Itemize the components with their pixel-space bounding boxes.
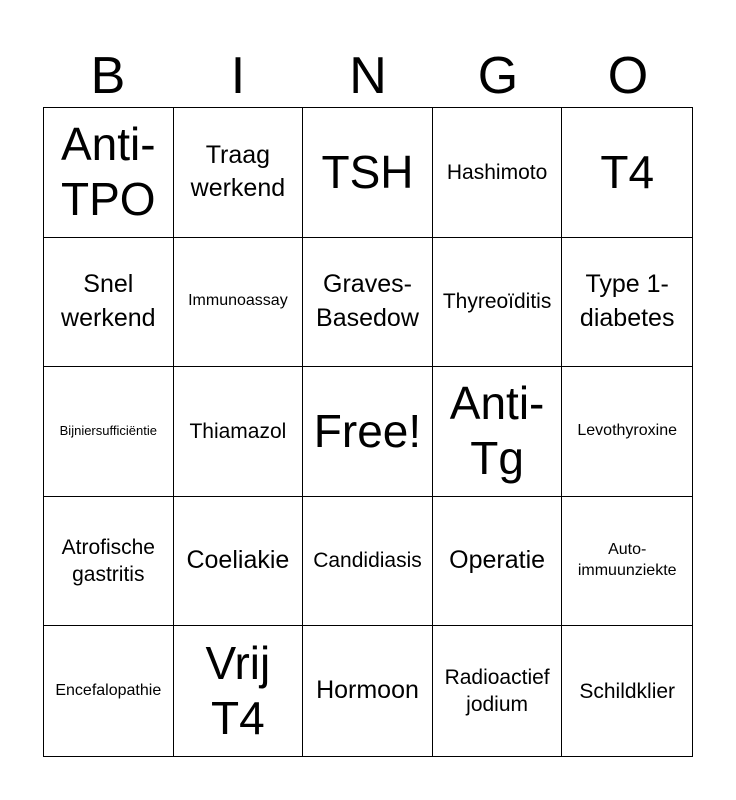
bingo-cell[interactable] <box>174 238 304 368</box>
cell-label: Type 1-diabetes <box>579 270 675 332</box>
bingo-cell[interactable] <box>174 497 304 627</box>
bingo-cell[interactable] <box>44 108 174 238</box>
cell-label: Levothyroxine <box>577 422 677 440</box>
bingo-cell[interactable] <box>562 497 692 627</box>
bingo-cell[interactable] <box>174 108 304 238</box>
bingo-cell[interactable] <box>174 626 304 756</box>
cell-label: Thiamazol <box>189 419 287 443</box>
cell-label: Encefalopathie <box>55 681 162 699</box>
bingo-cell[interactable] <box>562 238 692 368</box>
cell-label: Radioactief jodium <box>444 665 550 717</box>
cell-label: Atrofische gastritis <box>61 535 155 587</box>
bingo-cell[interactable] <box>433 238 563 368</box>
cell-label: Coeliakie <box>186 546 290 575</box>
bingo-cell[interactable] <box>303 108 433 238</box>
cell-label: Immunoassay <box>188 292 288 310</box>
cell-label: Hashimoto <box>446 160 548 184</box>
cell-label: Thyreoïditis <box>442 290 552 314</box>
cell-label: Auto-immuunziekte <box>577 541 677 580</box>
bingo-cell[interactable] <box>303 626 433 756</box>
bingo-cell[interactable] <box>433 497 563 627</box>
cell-label: Graves-Basedow <box>316 270 419 332</box>
cell-label: Vrij T4 <box>205 637 271 745</box>
cell-label: Anti-TPO <box>61 118 156 226</box>
free-space-label: Free! <box>313 404 422 457</box>
bingo-cell[interactable] <box>44 367 174 497</box>
bingo-cell[interactable] <box>174 367 304 497</box>
bingo-cell[interactable] <box>303 238 433 368</box>
cell-label: Schildklier <box>579 679 676 703</box>
header-letter-i: I <box>230 47 246 105</box>
bingo-cell[interactable] <box>433 108 563 238</box>
cell-label: Hormoon <box>316 676 419 705</box>
bingo-cell[interactable] <box>562 626 692 756</box>
header-letter-o: O <box>607 47 649 105</box>
free-space-cell[interactable] <box>303 367 433 497</box>
bingo-cell[interactable] <box>562 367 692 497</box>
cell-label: T4 <box>600 145 655 198</box>
bingo-cell[interactable] <box>44 497 174 627</box>
cell-label: Candidiasis <box>313 549 422 573</box>
header-letter-g: G <box>477 47 519 105</box>
bingo-cell[interactable] <box>562 108 692 238</box>
bingo-cell[interactable] <box>303 497 433 627</box>
cell-label: Anti-Tg <box>449 377 545 485</box>
bingo-board <box>43 107 693 757</box>
cell-label: Operatie <box>449 546 546 575</box>
bingo-header <box>43 45 693 107</box>
bingo-cell[interactable] <box>433 626 563 756</box>
bingo-cell[interactable] <box>44 626 174 756</box>
cell-label: Snel werkend <box>61 270 156 332</box>
bingo-cell[interactable] <box>44 238 174 368</box>
header-letter-n: N <box>349 47 387 105</box>
header-letter-b: B <box>90 47 126 105</box>
bingo-cell[interactable] <box>433 367 563 497</box>
cell-label: TSH <box>321 145 414 198</box>
cell-label: Bijniersufficiëntie <box>59 423 157 439</box>
cell-label: Traag werkend <box>190 140 286 203</box>
